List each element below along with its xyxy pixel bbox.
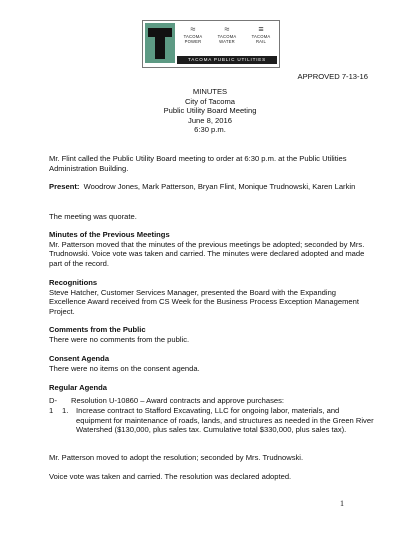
motion-paragraph: Mr. Patterson moved to adopt the resolution; seconded by Mrs. Trudnowski. [49, 453, 304, 462]
doc-title: MINUTES [192, 87, 228, 96]
logo-division-water: ≈ TACOMA WATER [211, 23, 243, 54]
section-text: Steve Hatcher, Customer Services Manager, presented the Board with the Expanding Excellence Award received from CS Week for the Business Process Exception Management Project. [49, 287, 359, 316]
doc-date: June 8, 2016 [188, 115, 232, 125]
consent-section [49, 354, 374, 373]
approved-stamp: APPROVED 7-13-16 [297, 72, 368, 81]
minutes-section [49, 230, 374, 268]
present-paragraph [49, 182, 374, 192]
agenda-item-number: D-1 [49, 396, 58, 415]
doc-org: City of Tacoma [184, 96, 236, 106]
page-number: 1 [340, 499, 344, 508]
intro-paragraph: Mr. Flint called the Public Utility Board meeting to order at 6:30 p.m. at the Public Utilities Administration Building. [49, 154, 347, 173]
section-text: Mr. Patterson moved that the minutes of the previous meetings be adopted; seconded by Mrs. Trudnowski. Voice vote was taken and carried. The minutes were declared adopted and made part of the record. [49, 239, 365, 268]
quorum-paragraph: The meeting was quorate. [49, 212, 137, 221]
sub-item-text: Increase contract to Stafford Excavating, LLC for ongoing labor, materials, and equipment for maintenance of roads, lands, and structures as needed in the Green River Watershed ($130,000, plus sales tax. Cumulative total $330,000, plus sales tax). [76, 406, 374, 435]
sub-item-number: 1. [62, 406, 69, 415]
water-wave-icon: ≈ [224, 24, 230, 34]
recognitions-section [49, 278, 374, 316]
section-heading: Minutes of the Previous Meetings [49, 230, 170, 239]
vote-paragraph: Voice vote was taken and carried. The resolution was declared adopted. [49, 472, 292, 481]
regular-agenda-heading: Regular Agenda [49, 383, 107, 392]
present-names: Woodrow Jones, Mark Patterson, Bryan Flint, Monique Trudnowski, Karen Larkin [83, 182, 356, 191]
power-wave-icon: ≈ [190, 24, 196, 34]
section-heading: Comments from the Public [49, 325, 146, 334]
logo-division-rail: ≡ TACOMA RAIL [245, 23, 277, 54]
logo-band: TACOMA PUBLIC UTILITIES [177, 56, 277, 64]
comments-section [49, 325, 374, 344]
rail-lines-icon: ≡ [258, 24, 264, 34]
logo-division-power: ≈ TACOMA POWER [177, 23, 209, 54]
doc-meeting: Public Utility Board Meeting [163, 106, 257, 115]
tacoma-public-utilities-logo [142, 20, 280, 68]
section-text: There were no comments from the public. [49, 334, 190, 344]
present-label: Present: [49, 182, 80, 191]
section-heading: Consent Agenda [49, 354, 110, 363]
section-heading: Recognitions [49, 278, 98, 287]
tacoma-t-logo-icon [145, 23, 175, 63]
agenda-item-title: Resolution U-10860 – Award contracts and approve purchases: [71, 396, 285, 405]
doc-time: 6:30 p.m. [194, 125, 226, 134]
section-text: There were no items on the consent agenda. [49, 363, 200, 373]
